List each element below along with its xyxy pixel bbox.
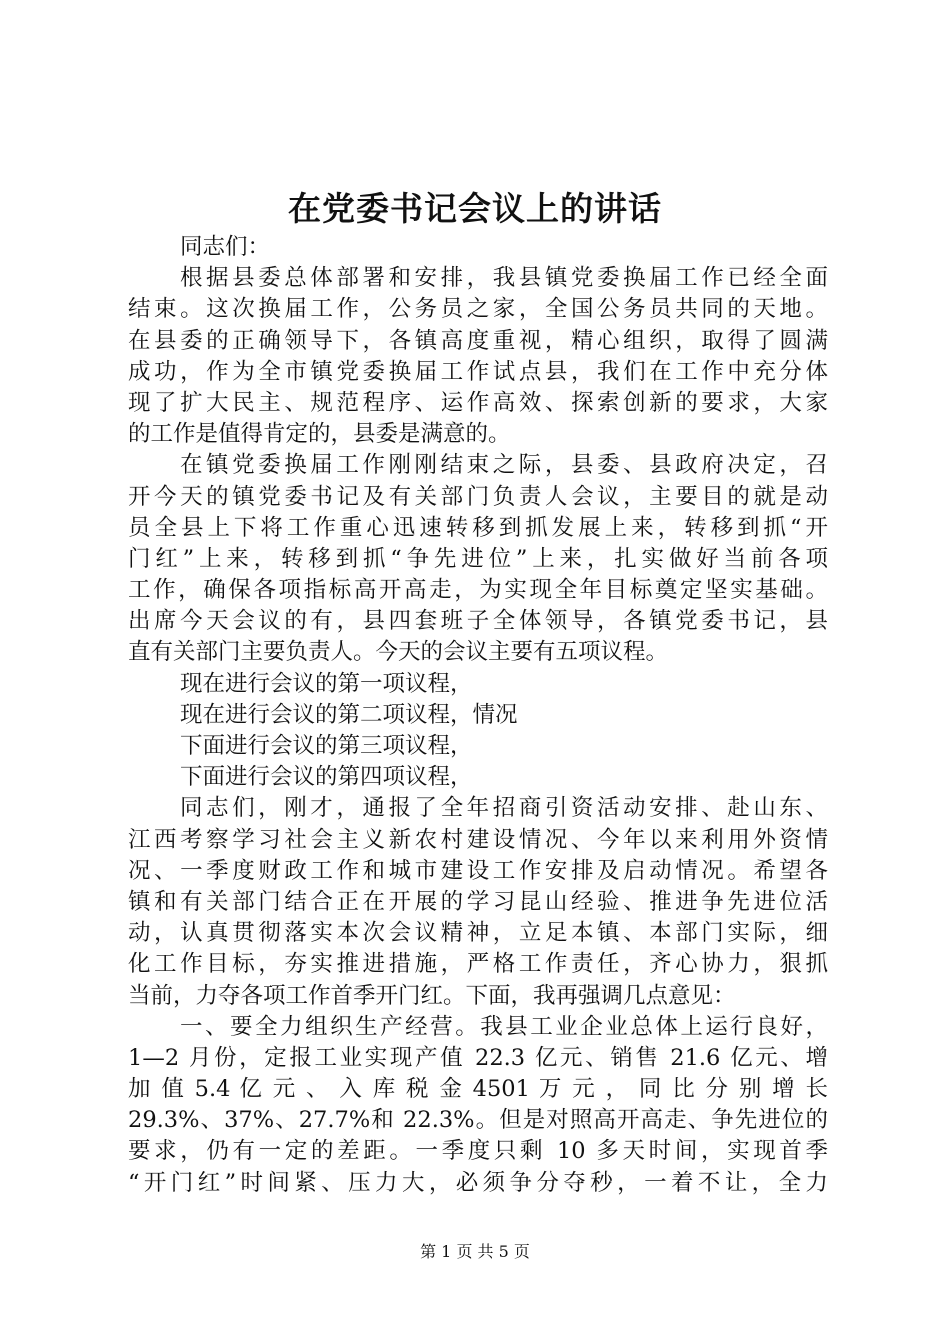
body-line: 员全县上下将工作重心迅速转移到抓发展上来，转移到抓“开 <box>128 514 828 541</box>
body-line: 出席今天会议的有，县四套班子全体领导，各镇党委书记，县 <box>128 608 828 635</box>
body-line: 工作，确保各项指标高开高走，为实现全年目标奠定坚实基础。 <box>128 577 828 604</box>
body-line: 根据县委总体部署和安排，我县镇党委换届工作已经全面 <box>180 265 828 292</box>
body-line: 成功，作为全市镇党委换届工作试点县，我们在工作中充分体 <box>128 358 828 385</box>
body-line: 门红”上来，转移到抓“争先进位”上来，扎实做好当前各项 <box>128 545 828 572</box>
body-line: 在镇党委换届工作刚刚结束之际，县委、县政府决定，召 <box>180 452 828 479</box>
body-line: 当前，力夺各项工作首季开门红。下面，我再强调几点意见： <box>128 982 736 1009</box>
body-line: 下面进行会议的第四项议程， <box>180 764 473 791</box>
body-line: 在县委的正确领导下，各镇高度重视，精心组织，取得了圆满 <box>128 327 828 354</box>
body-line: 况、一季度财政工作和城市建设工作安排及启动情况。希望各 <box>128 857 828 884</box>
body-line: 下面进行会议的第三项议程， <box>180 733 473 759</box>
body-line: 要求，仍有一定的差距。一季度只剩 10 多天时间，实现首季 <box>128 1138 828 1165</box>
body-line: 现在进行会议的第一项议程， <box>180 670 473 697</box>
body-line: “开门红”时间紧、压力大，必须争分夺秒，一着不让，全力 <box>128 1169 828 1196</box>
body-line: 开今天的镇党委书记及有关部门负责人会议，主要目的就是动 <box>128 483 828 510</box>
document-title: 在党委书记会议上的讲话 <box>288 189 662 228</box>
body-line: 现了扩大民主、规范程序、运作高效、探索创新的要求，大家 <box>128 389 828 416</box>
body-line: 同志们，刚才，通报了全年招商引资活动安排、赴山东、 <box>180 795 828 822</box>
body-line: 化工作目标，夯实推进措施，严格工作责任，齐心协力，狠抓 <box>128 951 828 978</box>
body-line: 加 值 5.4 亿 元 、 入 库 税 金 4501 万 元 ， 同 比 分 别 增 长 <box>128 1076 828 1103</box>
body-line: 同志们： <box>180 234 271 260</box>
body-line: 的工作是值得肯定的，县委是满意的。 <box>128 421 511 448</box>
document-body <box>128 232 828 1199</box>
body-line: 1—2 月份，定报工业实现产值 22.3 亿元、销售 21.6 亿元、增 <box>128 1044 828 1071</box>
body-line: 江西考察学习社会主义新农村建设情况、今年以来利用外资情 <box>128 826 828 853</box>
body-line: 直有关部门主要负责人。今天的会议主要有五项议程。 <box>128 639 669 666</box>
body-line: 一、要全力组织生产经营。我县工业企业总体上运行良好， <box>180 1013 828 1040</box>
body-line: 镇和有关部门结合正在开展的学习昆山经验、推进争先进位活 <box>128 888 828 915</box>
body-line: 结束。这次换届工作，公务员之家，全国公务员共同的天地。 <box>128 296 828 323</box>
page-number: 第 1 页 共 5 页 <box>420 1242 530 1261</box>
body-line: 29.3%、37%、27.7%和 22.3%。但是对照高开高走、争先进位的 <box>128 1107 828 1134</box>
body-line: 动，认真贯彻落实本次会议精神，立足本镇、本部门实际，细 <box>128 920 828 947</box>
body-line: 现在进行会议的第二项议程，情况 <box>180 701 518 728</box>
